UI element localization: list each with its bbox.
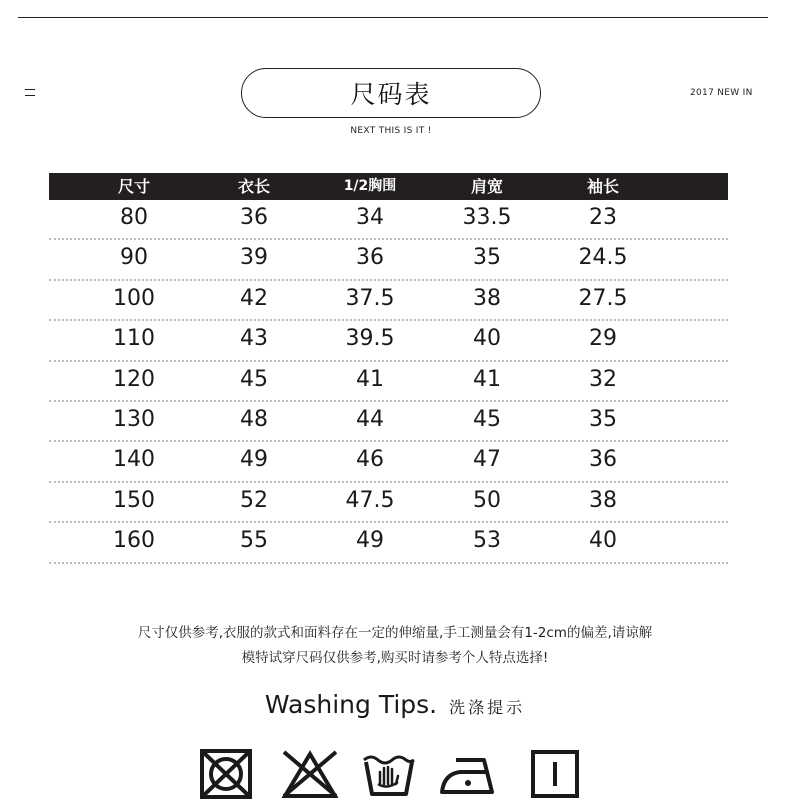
cell-length: 43 xyxy=(240,326,268,352)
cell-length: 45 xyxy=(240,366,268,392)
cell-length: 39 xyxy=(240,245,268,271)
table-row xyxy=(49,200,728,240)
page-subtitle: NEXT THIS IS IT ! xyxy=(350,126,432,136)
cell-size: 150 xyxy=(113,487,155,513)
cell-sleeve: 35 xyxy=(589,406,617,432)
size-note-line1: 尺寸仅供参考,衣服的款式和面料存在一定的伸缩量,手工测量会有1-2cm的偏差,请谅解 xyxy=(137,625,653,641)
cell-size: 120 xyxy=(113,366,155,392)
size-note-line2: 模特试穿尺码仅供参考,购买时请参考个人特点选择! xyxy=(241,650,549,666)
cell-size: 80 xyxy=(120,205,148,230)
cell-length: 52 xyxy=(240,487,268,513)
cell-shoulder: 50 xyxy=(473,487,501,513)
cell-shoulder: 47 xyxy=(473,447,501,473)
cell-size: 110 xyxy=(113,326,155,352)
cell-length: 48 xyxy=(240,406,268,432)
table-header xyxy=(49,173,728,200)
washing-title-cn: 洗涤提示 xyxy=(449,698,526,717)
cell-shoulder: 35 xyxy=(473,245,501,271)
page-title: 尺码表 xyxy=(241,68,541,118)
menu-icon[interactable] xyxy=(25,88,37,98)
cell-size: 90 xyxy=(120,245,148,271)
table-row xyxy=(49,321,728,361)
cell-sleeve: 29 xyxy=(589,326,617,352)
cell-sleeve: 32 xyxy=(589,366,617,392)
header-length: 衣长 xyxy=(237,177,270,196)
table-row xyxy=(49,402,728,442)
cell-sleeve: 27.5 xyxy=(578,285,628,311)
line-dry-icon xyxy=(530,748,580,800)
table-row xyxy=(49,442,728,482)
cell-shoulder: 53 xyxy=(473,528,501,554)
cell-sleeve: 36 xyxy=(589,447,617,473)
no-tumble-dry-icon xyxy=(198,748,254,800)
row-separator xyxy=(49,562,728,564)
cell-half-chest: 47.5 xyxy=(345,487,395,513)
cell-length: 49 xyxy=(240,447,268,473)
cell-size: 130 xyxy=(113,406,155,432)
cell-half-chest: 34 xyxy=(356,205,384,230)
new-in-badge: 2017 NEW IN xyxy=(690,88,753,98)
top-divider xyxy=(18,17,768,18)
washing-icons xyxy=(0,748,790,802)
cell-half-chest: 39.5 xyxy=(345,326,395,352)
cell-size: 140 xyxy=(113,447,155,473)
header-sleeve: 袖长 xyxy=(586,177,619,196)
cell-size: 160 xyxy=(113,528,155,554)
table-row xyxy=(49,523,728,563)
washing-tips-title xyxy=(0,690,790,719)
cell-length: 36 xyxy=(240,205,268,230)
washing-title-en: Washing Tips. xyxy=(264,690,438,719)
cell-half-chest: 44 xyxy=(356,406,384,432)
cell-size: 100 xyxy=(113,285,155,311)
size-table xyxy=(49,173,728,564)
header-size: 尺寸 xyxy=(117,177,150,196)
cell-half-chest: 41 xyxy=(356,366,384,392)
table-row xyxy=(49,240,728,280)
cell-shoulder: 40 xyxy=(473,326,501,352)
cell-shoulder: 45 xyxy=(473,406,501,432)
cell-length: 55 xyxy=(240,528,268,554)
cell-shoulder: 33.5 xyxy=(462,205,512,230)
header-half-chest: 1/2胸围 xyxy=(343,178,397,194)
cell-half-chest: 37.5 xyxy=(345,285,395,311)
cell-half-chest: 46 xyxy=(356,447,384,473)
cell-sleeve: 24.5 xyxy=(578,245,628,271)
cell-length: 42 xyxy=(240,285,268,311)
table-row xyxy=(49,281,728,321)
cell-half-chest: 36 xyxy=(356,245,384,271)
table-row xyxy=(49,483,728,523)
cell-sleeve: 40 xyxy=(589,528,617,554)
cell-shoulder: 38 xyxy=(473,285,501,311)
table-body xyxy=(49,200,728,564)
header-shoulder: 肩宽 xyxy=(470,177,503,196)
cell-sleeve: 38 xyxy=(589,487,617,513)
no-bleach-icon xyxy=(280,748,340,800)
cell-sleeve: 23 xyxy=(589,205,617,230)
hand-wash-icon xyxy=(360,748,418,800)
cell-half-chest: 49 xyxy=(356,528,384,554)
cell-shoulder: 41 xyxy=(473,366,501,392)
table-row xyxy=(49,362,728,402)
low-iron-icon xyxy=(438,748,500,800)
